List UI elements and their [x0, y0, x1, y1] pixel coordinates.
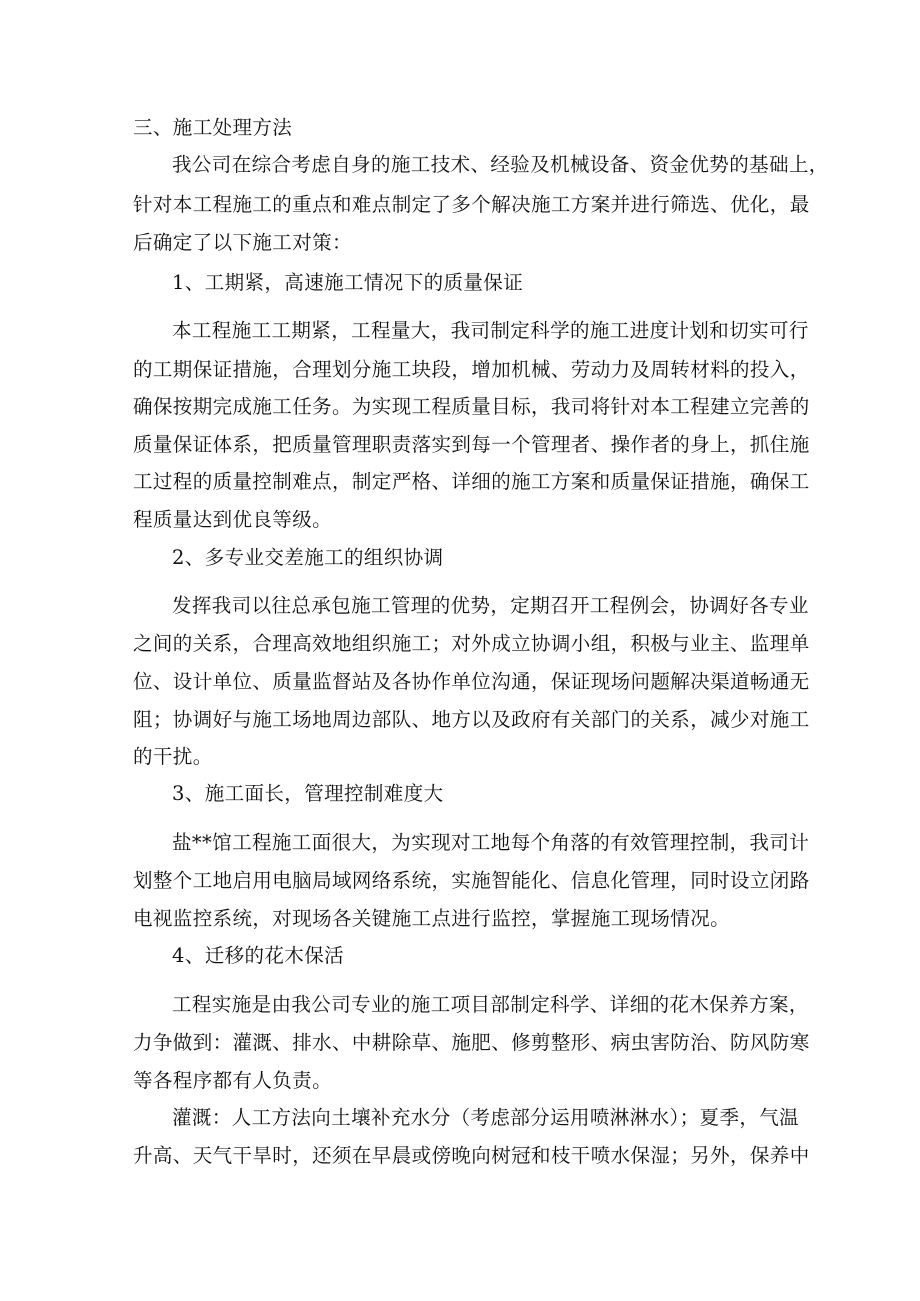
paragraph-line: 质量保证体系，把质量管理职责落实到每一个管理者、操作者的身上，抓住施: [133, 433, 810, 456]
paragraph-line: 之间的关系，合理高效地组织施工；对外成立协调小组，积极与业主、监理单: [133, 632, 810, 655]
section-heading: 三、施工处理方法: [133, 116, 293, 139]
paragraph-line: 力争做到：灌溉、排水、中耕除草、施肥、修剪整形、病虫害防治、防风防寒: [133, 1031, 810, 1054]
paragraph-line: 我公司在综合考虑自身的施工技术、经验及机械设备、资金优势的基础上，: [172, 153, 829, 176]
paragraph-line: 工程实施是由我公司专业的施工项目部制定科学、详细的花木保养方案，: [172, 993, 809, 1016]
paragraph-line: 确保按期完成施工任务。为实现工程质量目标，我司将针对本工程建立完善的: [133, 395, 810, 418]
subheading: 4、迁移的花木保活: [172, 944, 345, 967]
paragraph-line: 升高、天气干旱时，还须在早晨或傍晚向树冠和枝干喷水保湿；另外，保养中: [133, 1144, 810, 1167]
paragraph-line: 电视监控系统，对现场各关键施工点进行监控，掌握施工现场情况。: [133, 907, 731, 930]
paragraph-line: 发挥我司以往总承包施工管理的优势，定期召开工程例会，协调好各专业: [172, 594, 809, 617]
paragraph-line: 程质量达到优良等级。: [133, 508, 333, 531]
paragraph-line: 划整个工地启用电脑局域网络系统，实施智能化、信息化管理，同时设立闭路: [133, 869, 810, 892]
paragraph-line: 工过程的质量控制难点，制定严格、详细的施工方案和质量保证措施，确保工: [133, 470, 810, 493]
paragraph-line: 针对本工程施工的重点和难点制定了多个解决施工方案并进行筛选、优化，最: [133, 193, 810, 216]
paragraph-line: 的工期保证措施，合理划分施工块段，增加机械、劳动力及周转材料的投入，: [133, 358, 810, 381]
subheading: 1、工期紧，高速施工情况下的质量保证: [172, 271, 524, 294]
paragraph-line: 等各程序都有人负责。: [133, 1069, 333, 1092]
paragraph-line: 本工程施工工期紧，工程量大，我司制定科学的施工进度计划和切实可行: [172, 319, 809, 342]
paragraph-line: 后确定了以下施工对策：: [133, 231, 352, 254]
subheading: 2、多专业交差施工的组织协调: [172, 546, 444, 569]
paragraph-line: 灌溉：人工方法向土壤补充水分（考虑部分运用喷淋淋水）；夏季，气温: [172, 1106, 800, 1129]
paragraph-line: 盐**馆工程施工面很大，为实现对工地每个角落的有效管理控制，我司计: [172, 831, 810, 854]
paragraph-line: 位、设计单位、质量监督站及各协作单位沟通，保证现场问题解决渠道畅通无: [133, 670, 810, 693]
paragraph-line: 的干扰。: [133, 745, 213, 768]
paragraph-line: 阻；协调好与施工场地周边部队、地方以及政府有关部门的关系，减少对施工: [133, 708, 810, 731]
subheading: 3、施工面长，管理控制难度大: [172, 782, 444, 805]
